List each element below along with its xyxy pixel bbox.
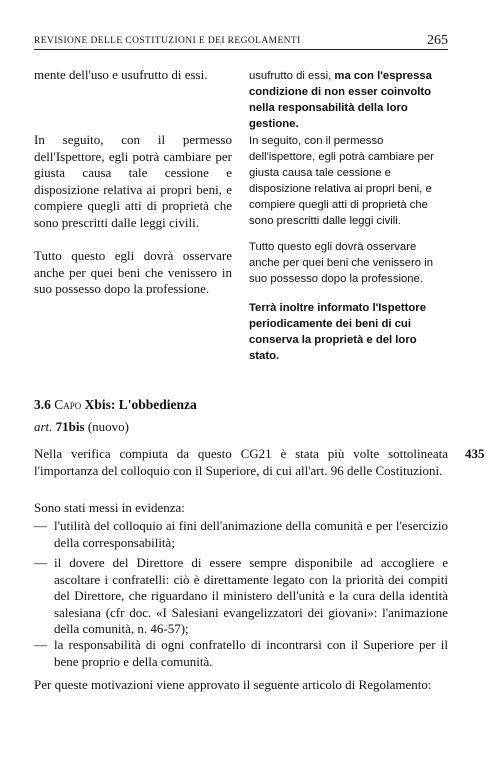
list-item-text: l'utilità del colloquio ai fini dell'animazione della comunità e per l'esercizio della corresponsabilità; [54,518,448,550]
left-col-paragraph-1: mente dell'uso e usufrutto di essi. [34,67,208,82]
right-col-p1-plain: usufrutto di essi, [249,70,335,82]
right-col-paragraph-3: Tutto questo egli dovrà osservare anche per quei beni che venissero in suo possesso dopo la professione. [249,241,434,286]
page-number: 265 [427,33,448,48]
right-col-paragraph-2: In seguito, con il permesso dell'ispettore, egli potrà cambiare per giusta causa tale cessione e disposizione relativa ai propri beni, e compiere quegli atti di proprietà che sono prescritti dalle leggi civili. [249,135,434,228]
article-note: (nuovo) [87,419,129,434]
article-line [34,419,129,435]
dash-marker: — [34,555,47,570]
list-item [34,518,448,551]
list-item [34,555,448,638]
running-header [34,33,448,48]
header-rule [34,49,448,50]
section-heading [34,397,197,413]
article-number: 71bis [55,419,85,434]
list-item [34,637,448,670]
section-title: Xbis: L'obbedienza [81,397,197,412]
right-col-p1-bold: ma con l'espressa condizione di non esser coinvolto nella responsabilità della loro gestione. [249,70,432,131]
left-col-paragraph-2: In seguito, con il permesso dell'Ispettore, egli potrà cambiare per giusta causa tale cessione e disposizione relativa ai propri beni, e compiere quegli atti di proprietà che sono prescritti dalle leggi civili. [34,132,232,230]
dash-marker: — [34,637,47,652]
dash-marker: — [34,518,47,533]
right-col-paragraph-4: Terrà inoltre informato l'Ispettore periodicamente dei beni di cui conserva la proprietà e del loro stato. [249,302,426,363]
left-col-paragraph-3: Tutto questo egli dovrà osservare anche per quei beni che venissero in suo possesso dopo la professione. [34,248,232,296]
body-evidence-intro: Sono stati messi in evidenza: [34,500,185,515]
body-intro: Nella verifica compiuta da questo CG21 è stata più volte sottolineata l'importanza del colloquio con il Superiore, di cui all'art. 96 delle Costituzioni. [34,446,448,478]
list-item-text: la responsabilità di ogni confratello di incontrarsi con il Superiore per il bene proprio e della comunità. [54,637,448,669]
article-label: art. [34,419,53,434]
right-col-paragraph-1 [249,68,448,132]
body-conclusion: Per queste motivazioni viene approvato il seguente articolo di Regolamento: [34,677,432,692]
list-item-text: il dovere del Direttore di essere sempre disponibile ad accogliere e ascoltare i confratelli: ciò è direttamente legato con la priorità dei compiti del Direttore, che riguardano il ministero dell'unità e la cura della identità salesiana (cfr doc. «I Salesiani evangelizzatori dei giovani»: l'animazione della comunità, n. 46-57); [54,555,448,636]
margin-number: 435 [465,446,485,461]
section-capo: Capo [54,397,82,412]
running-title: REVISIONE DELLE COSTITUZIONI E DEI REGOLAMENTI [34,36,301,46]
section-number: 3.6 [34,397,51,412]
